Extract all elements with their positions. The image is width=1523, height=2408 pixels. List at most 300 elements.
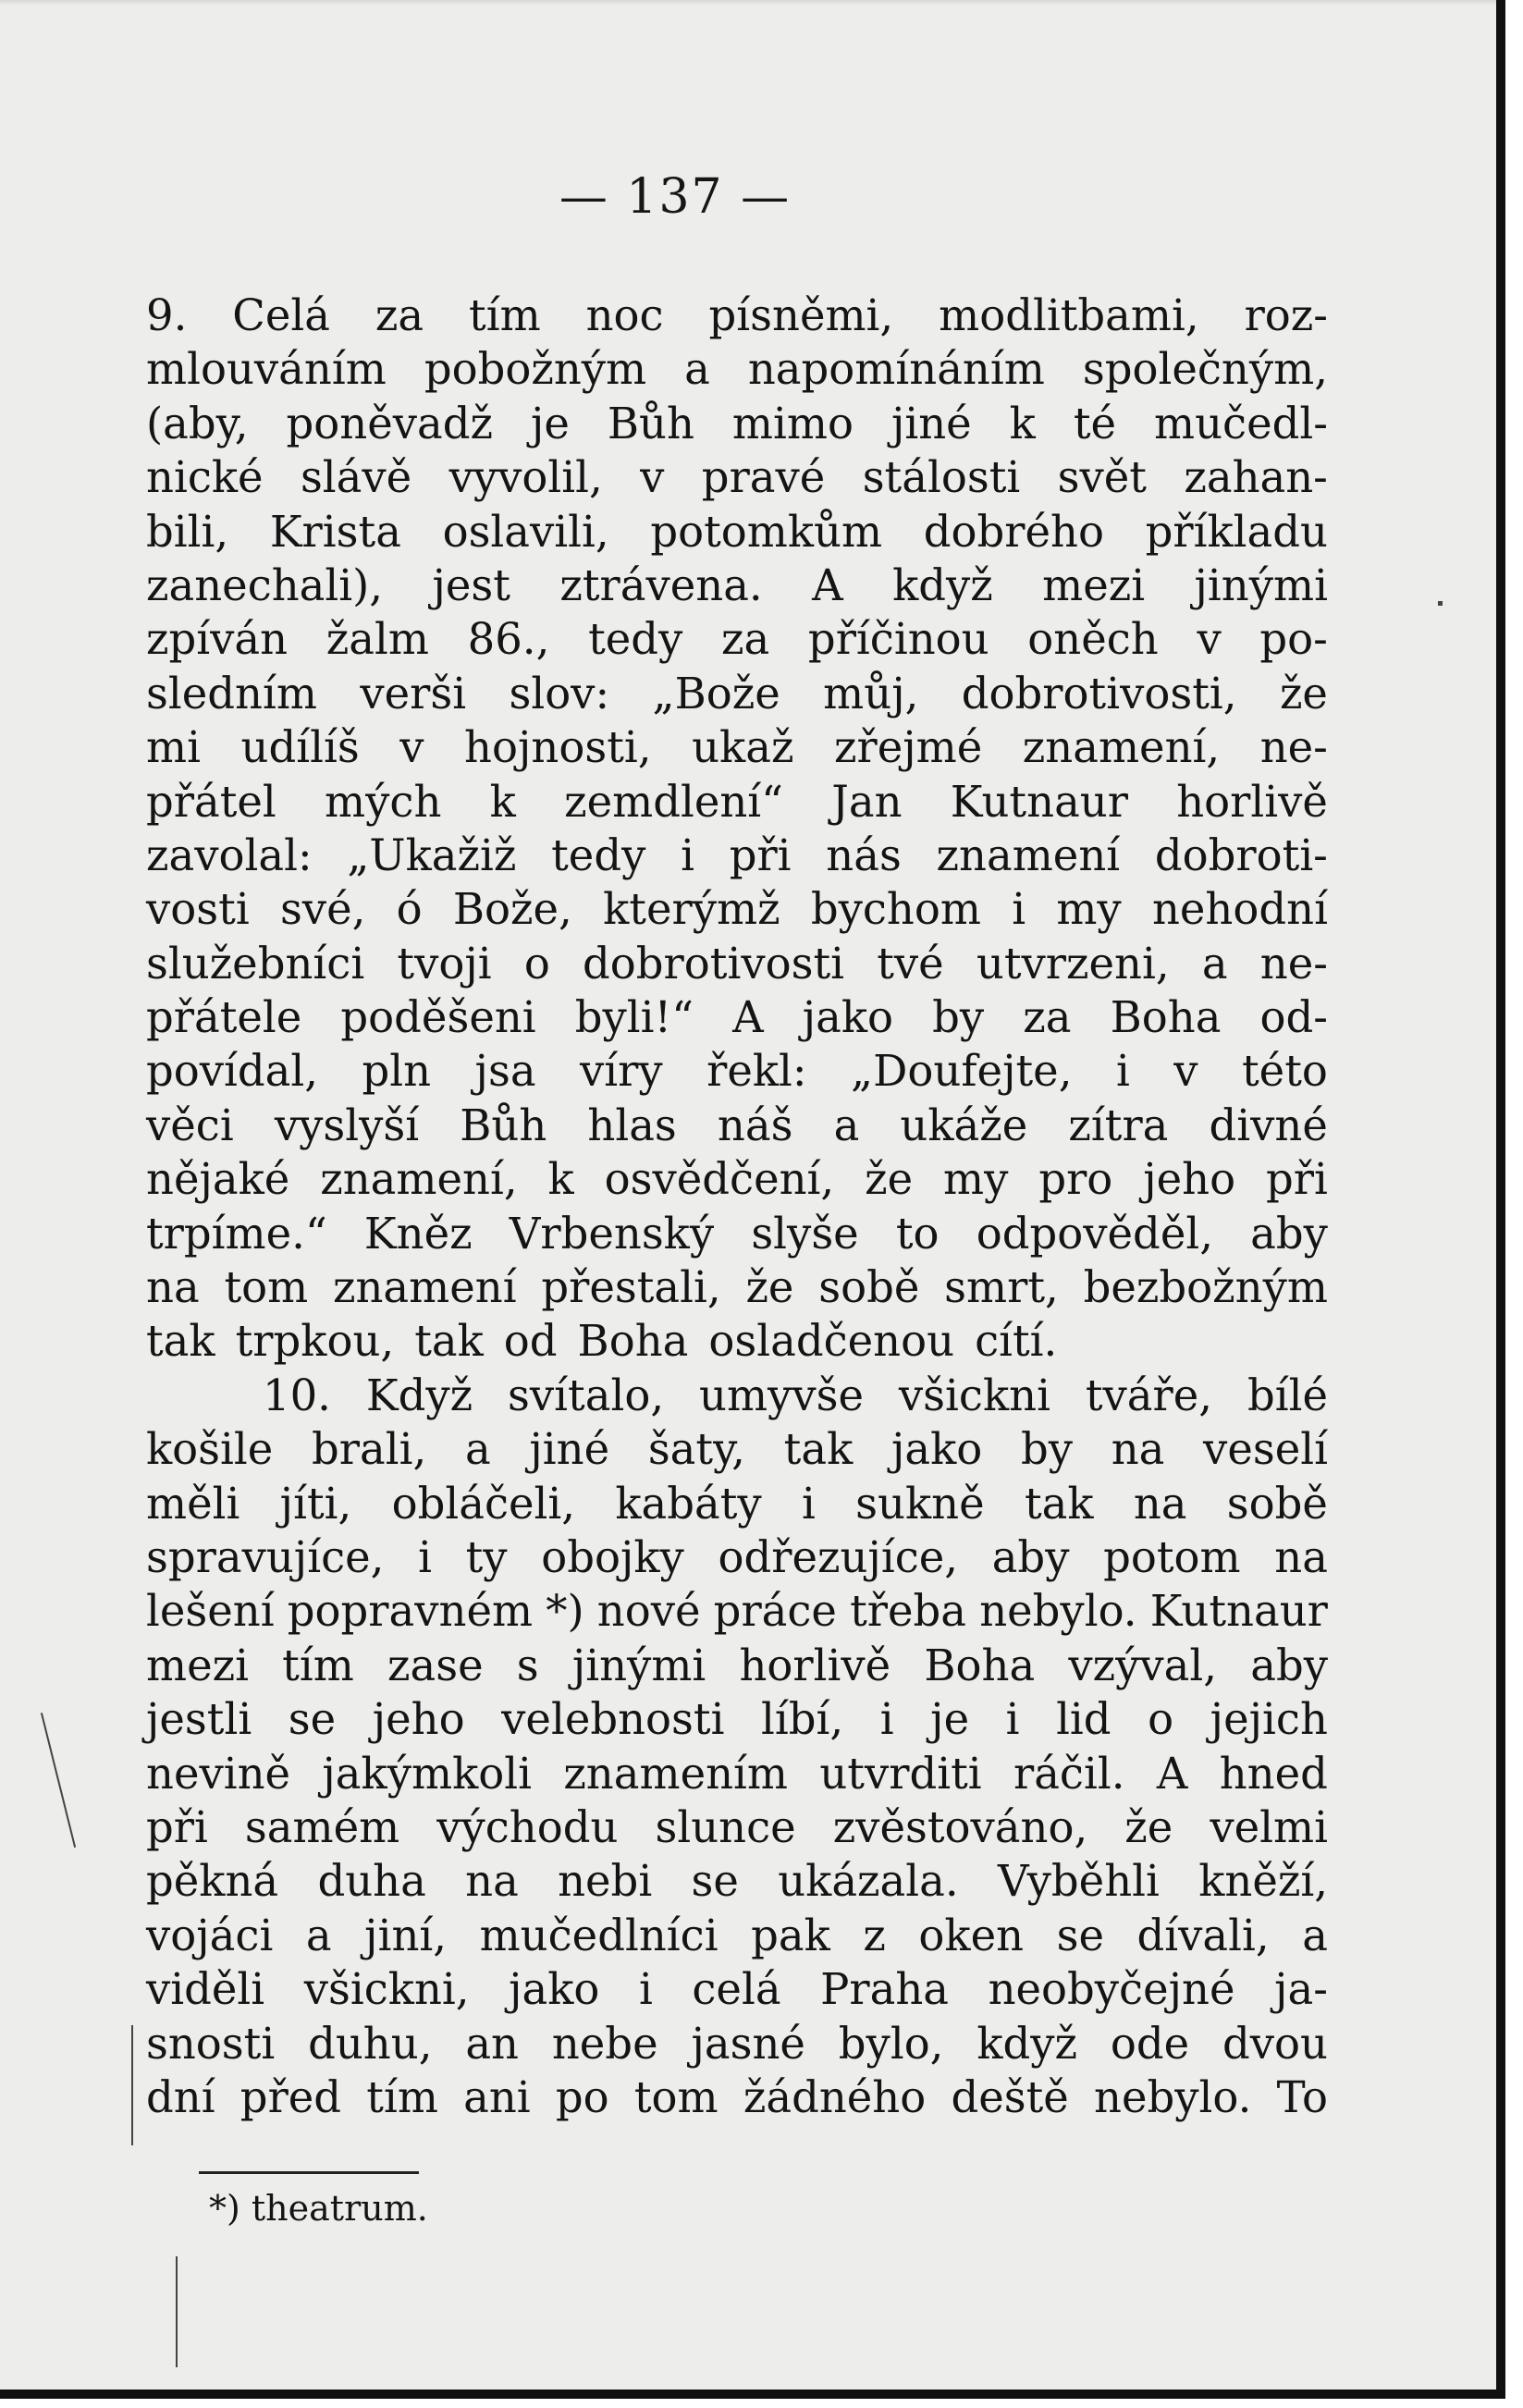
word: služebníci [146,938,365,989]
word: „Bože [652,668,780,719]
word: *) [546,1586,584,1637]
word: obláčeli, [391,1478,576,1529]
word: mučedl- [1154,398,1328,448]
word: mimo [731,398,854,448]
word: tak [783,1424,854,1475]
word: nové [596,1586,701,1637]
word: se [691,1856,739,1907]
text-line [146,1422,1328,1476]
word: „Ukažiž [347,829,517,880]
word: modlitbami, [939,290,1199,340]
word: žalm [325,614,429,665]
text-line [146,829,1328,882]
text-line [146,775,1328,829]
word: ukáže [900,1100,1028,1150]
word: tedy [551,829,646,880]
word: tím [366,2071,438,2122]
word: za [1023,992,1072,1043]
word: sledním [146,668,317,719]
text-line [146,612,1328,666]
word: dívali, [1136,1910,1270,1960]
word: Praha [820,1964,950,2015]
word: v [640,452,665,503]
word: v [1197,614,1222,665]
word: poděšeni [340,992,536,1043]
word: 9. [146,290,188,340]
word: jako [802,992,894,1043]
text-line [146,1747,1328,1800]
text-line [146,1909,1328,1962]
word: po- [1259,614,1328,665]
text-line [146,1530,1328,1584]
word: poněvadž [286,398,493,448]
word: mezi [146,1640,249,1690]
word: měli [146,1478,240,1529]
word: své, [279,884,366,935]
text-line [146,1044,1328,1098]
word: povídal, [146,1046,319,1097]
word: nebylo. [1094,2071,1252,2122]
word: ode [1110,2018,1190,2069]
text-line [146,397,1328,450]
word: mezi [1042,559,1146,610]
word: při [729,829,792,880]
word: o [523,938,550,989]
word: při [1266,1154,1328,1205]
word: aby [1250,1640,1328,1690]
body-text [146,289,1328,2124]
text-line [146,2070,1328,2124]
word: mlouváním [146,344,387,395]
word: že [1124,1801,1173,1852]
word: že [1279,668,1328,719]
word: na [146,1262,200,1313]
text-line [146,1854,1328,1908]
word: a [833,1100,860,1150]
word: a [684,344,710,395]
word: řekl: [706,1046,807,1097]
word: Krista [269,506,401,557]
word: trpkou, [235,1316,395,1367]
word: stálosti [862,452,1021,503]
text-line [146,937,1328,990]
word: nebi [558,1856,653,1907]
word: jejich [1210,1694,1328,1745]
word: i [879,1694,894,1745]
word: k [547,1154,574,1205]
word: vyvolil, [448,452,603,503]
word: a [305,1910,332,1960]
word: slyše [751,1208,859,1259]
word: jsa [474,1046,536,1097]
word: pěkná [146,1856,279,1907]
word: východu [436,1801,619,1852]
footnote: *) theatrum. [209,2188,428,2229]
text-line [146,990,1328,1044]
word: slov: [509,668,610,719]
text-line [146,450,1328,504]
word: bílé [1247,1370,1328,1420]
word: horlivě [739,1640,891,1690]
word: se [1056,1910,1104,1960]
word: osladčenou [708,1316,955,1367]
word: by [1020,1424,1073,1475]
word: vojáci [146,1910,274,1960]
footnote-rule [199,2171,419,2174]
word: jiní, [364,1910,448,1960]
word: svítalo, [508,1370,665,1420]
word: jinými [1194,559,1328,610]
word: my [1056,884,1122,935]
word: se [288,1694,337,1745]
word: věci [146,1100,234,1150]
word: to [895,1208,940,1259]
word: víry [580,1046,663,1097]
word: přestali, [541,1262,721,1313]
word: ztrávena. [559,559,763,610]
word: a [1201,938,1228,989]
text-line [146,1584,1328,1638]
word: duhu, [308,2018,433,2069]
word: dobrotivosti, [961,668,1237,719]
word: znamením [563,1748,789,1799]
text-line [146,1099,1328,1152]
word: tak [414,1316,484,1367]
text-line [146,1639,1328,1692]
word: tak [146,1316,215,1367]
word: potom [1103,1531,1241,1582]
word: potomkům [650,506,883,557]
word: dní [146,2071,215,2122]
word: a [1302,1910,1328,1960]
word: je [530,398,570,448]
word: je [930,1694,970,1745]
word: bychom [810,884,981,935]
text-line [146,342,1328,396]
word: k [489,776,516,827]
text-line [146,289,1328,342]
word: o [1148,1694,1174,1745]
word: třeba [850,1586,967,1637]
word: byli!“ [574,992,694,1043]
word: že [865,1154,914,1205]
word: před [240,2071,342,2122]
word: mučedlníci [479,1910,719,1960]
word: s [516,1640,539,1690]
word: utvrzeni, [976,938,1170,989]
word: jiné [890,398,972,448]
text-line [146,2017,1328,2070]
word: jíti, [279,1478,352,1529]
word: neobyčejné [988,1964,1235,2015]
word: slunce [655,1801,796,1852]
word: aby [991,1531,1070,1582]
word: Jan [831,776,903,827]
word: cítí. [975,1316,1058,1367]
word: tom [633,2071,719,2122]
text-line [146,1692,1328,1746]
word: lešení [146,1586,275,1637]
word: po [555,2071,609,2122]
margin-mark [131,2025,133,2145]
word: zase [387,1640,484,1690]
word: udílíš [240,722,360,773]
word: ja- [1274,1964,1328,2015]
word: na [1133,1478,1187,1529]
word: my [943,1154,1009,1205]
word: při [146,1801,208,1852]
word: vzýval, [1068,1640,1218,1690]
word: líbí, [761,1694,844,1745]
word: svět [1057,452,1147,503]
word: hned [1219,1748,1328,1799]
word: velebnosti [501,1694,725,1745]
word: zvěstováno, [832,1801,1088,1852]
word: obojky [541,1531,684,1582]
word: pro [1038,1154,1113,1205]
word: nebylo. [979,1586,1137,1637]
word: nehodní [1151,884,1328,935]
word: od- [1259,992,1328,1043]
text-line [146,505,1328,559]
word: jestli [146,1694,252,1745]
word: snosti [146,2018,276,2069]
word: A [732,992,764,1043]
word: mi [146,722,201,773]
word: sobě [818,1262,920,1313]
word: duha [317,1856,426,1907]
word: To [1276,2071,1328,2122]
word: k [1009,398,1036,448]
word: zanechali), [146,559,384,610]
word: zpíván [146,614,289,665]
scan-edge [0,0,1496,6]
word: pak [751,1910,830,1960]
word: a [464,1424,491,1475]
word: viděli [146,1964,265,2015]
word: dobrotivosti [583,938,845,989]
word: kterýmž [603,884,780,935]
word: pobožným [424,344,647,395]
word: ani [463,2071,531,2122]
word: příkladu [1145,506,1328,557]
word: i [681,829,694,880]
word: samém [244,1801,400,1852]
text-line [146,1152,1328,1206]
word: nevině [146,1748,291,1799]
word: tvé [877,938,944,989]
word: A [1156,1748,1188,1799]
word: trpíme.“ [146,1208,327,1259]
page-number: — 137 — [559,169,792,225]
text-line [146,1962,1328,2016]
word: dobroti- [1154,829,1328,880]
word: sukně [855,1478,985,1529]
word: že [745,1262,794,1313]
word: všickni [898,1370,1050,1420]
word: tedy [588,614,683,665]
word: pln [362,1046,432,1097]
word: náš [717,1100,793,1150]
word: oken [918,1910,1025,1960]
word: divné [1209,1100,1328,1150]
word: ráčil. [1013,1748,1125,1799]
word: jasné [691,2018,805,2069]
word: tváře, [1085,1370,1213,1420]
word: žádného [743,2071,927,2122]
word: když [976,2018,1078,2069]
word: všickni, [303,1964,470,2015]
text-line [146,559,1328,612]
word: bylo, [838,2018,944,2069]
word: hlas [587,1100,677,1150]
word: noc [585,290,664,340]
word: když [892,559,993,610]
word: košile [146,1424,274,1475]
word: odpověděl, [976,1208,1213,1259]
word: nebe [551,2018,658,2069]
word: odřezujíce, [718,1531,959,1582]
word: i [1005,1694,1020,1745]
word: nické [146,452,264,503]
word: nějaké [146,1154,290,1205]
word: zavolal: [146,829,313,880]
word: bili, [146,506,229,557]
word: vosti [146,884,250,935]
word: pravé [701,452,826,503]
word: jest [432,559,510,610]
word: kněží, [1198,1856,1328,1907]
text-line [146,1314,1328,1368]
word: i [418,1531,432,1582]
word: ne- [1259,722,1328,773]
word: na [465,1856,519,1907]
word: nás [826,829,902,880]
text-line [146,882,1328,936]
word: v [1173,1046,1198,1097]
word: 10. [263,1370,331,1420]
word: i [1115,1046,1130,1097]
word: Když [365,1370,473,1420]
word: od [503,1316,558,1367]
word: Boha [924,1640,1036,1690]
word: jiné [529,1424,610,1475]
word: na [1111,1424,1165,1475]
word: jeho [372,1694,465,1745]
word: znamení, [320,1154,518,1205]
word: přátel [146,776,276,827]
word: mých [325,776,442,827]
word: ukázala. [778,1856,959,1907]
word: jako [890,1424,983,1475]
word: aby [1250,1208,1328,1259]
word: Boha [577,1316,689,1367]
text-line [146,1207,1328,1260]
word: zemdlení“ [564,776,783,827]
word: jinými [571,1640,706,1690]
word: přátele [146,992,302,1043]
word: umyvše [699,1370,864,1420]
word: písněmi, [708,290,894,340]
word: ukaž [692,722,794,773]
word: jako [509,1964,600,2015]
word: znamení, [1022,722,1221,773]
word: velmi [1210,1801,1328,1852]
word: oslavili, [442,506,609,557]
text-line [146,1369,1328,1422]
word: spravujíce, [146,1531,385,1582]
word: ty [465,1531,508,1582]
word: A [812,559,843,610]
word: můj, [823,668,919,719]
word: znamení [936,829,1121,880]
word: smrt, [944,1262,1059,1313]
word: znamení [332,1262,517,1313]
text-line [146,1477,1328,1530]
word: an [465,2018,519,2069]
word: i [802,1478,816,1529]
word: tak [1024,1478,1094,1529]
word: ne- [1259,938,1328,989]
text-line [146,667,1328,720]
word: lid [1056,1694,1112,1745]
word: Kutnaur [1149,1586,1328,1637]
word: slávě [300,452,412,503]
word: zřejmé [833,722,983,773]
word: této [1242,1046,1328,1097]
word: té [1073,398,1117,448]
word: brali, [312,1424,427,1475]
word: tím [469,290,541,340]
word: tvoji [397,938,492,989]
word: jakýmkoli [322,1748,532,1799]
text-line [146,720,1328,774]
word: popravném [287,1586,534,1637]
text-line [146,1800,1328,1854]
word: i [638,1964,653,2015]
word: kabáty [615,1478,762,1529]
word: šaty, [647,1424,745,1475]
word: za [721,614,770,665]
word: verši [360,668,467,719]
word: Vrbenský [509,1208,715,1259]
word: hojnosti, [464,722,652,773]
word: příčinou [807,614,989,665]
word: Kněz [363,1208,473,1259]
word: Vyběhli [997,1856,1160,1907]
word: z [863,1910,886,1960]
word: celá [692,1964,781,2015]
word: napomínáním [747,344,1045,395]
word: dvou [1222,2018,1328,2069]
word: 86., [467,614,550,665]
word: oněch [1027,614,1159,665]
word: roz- [1244,290,1328,340]
word: bezbožným [1083,1262,1328,1313]
word: společným, [1082,344,1328,395]
word: veselí [1203,1424,1328,1475]
word: Bože, [452,884,572,935]
margin-mark [41,1713,76,1848]
word: Kutnaur [950,776,1128,827]
word: tím [282,1640,354,1690]
word: horlivě [1176,776,1328,827]
word: Bůh [607,398,694,448]
word: tom [224,1262,309,1313]
word: deště [951,2071,1069,2122]
word: ó [396,884,423,935]
word: za [375,290,424,340]
